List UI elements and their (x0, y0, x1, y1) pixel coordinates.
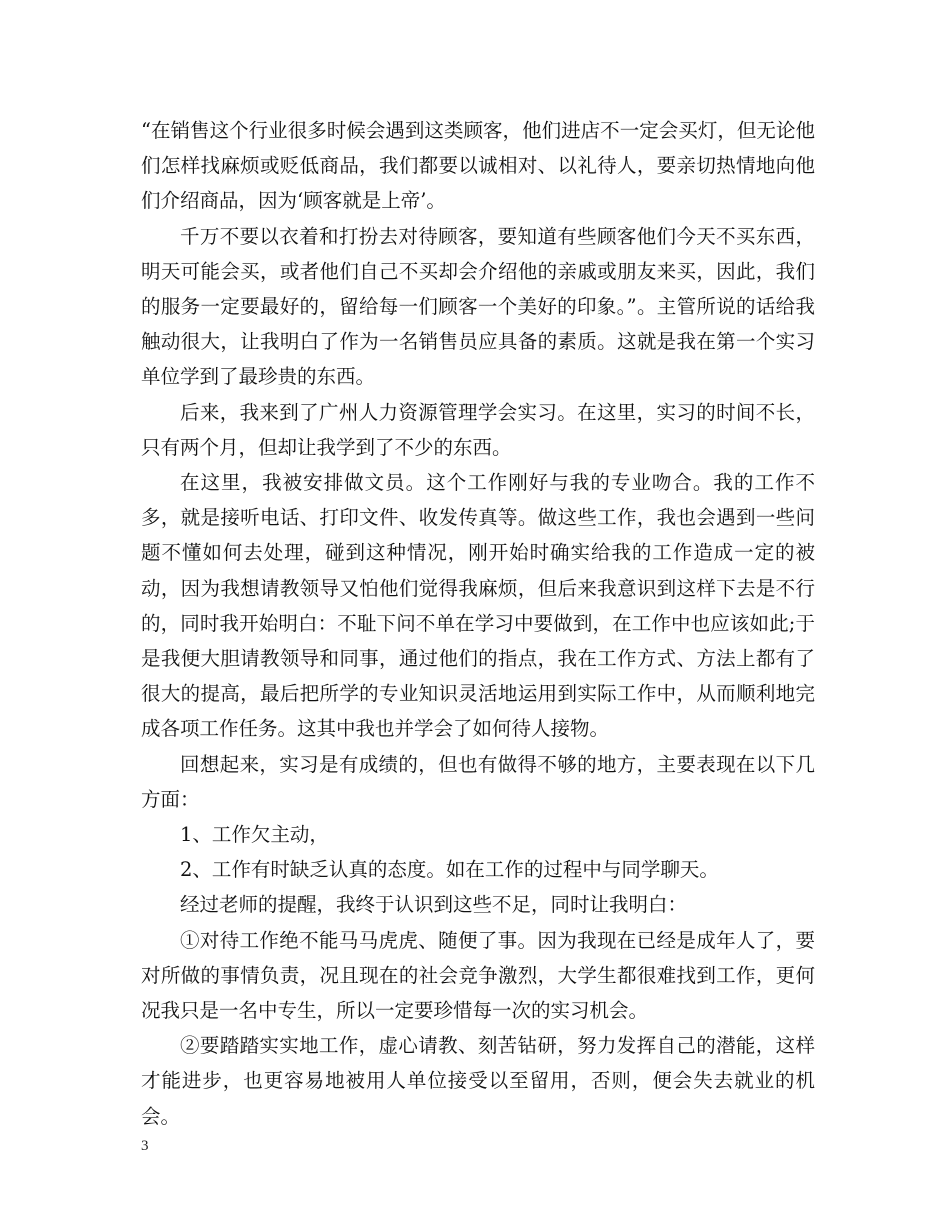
paragraph-5: 回想起来，实习是有成绩的，但也有做得不够的地方，主要表现在以下几方面： (141, 752, 815, 811)
list-item-1: 1、工作欠主动， (180, 823, 329, 847)
paragraph-4: 在这里，我被安排做文员。这个工作刚好与我的专业吻合。我的工作不多，就是接听电话、打印文件、收发传真等。做这些工作，我也会遇到一些问题不懂如何去处理，碰到这种情况，刚开始时确实给我的工作造成一定的被动，因为我想请教领导又怕他们觉得我麻烦，但后来我意识到这样下去是不行的，同时我开始明白：不耻下问不单在学习中要做到，在工作中也应该如此;于是我便大胆请教领导和同事，通过他们的指点，我在工作方式、方法上都有了很大的提高，最后把所学的专业知识灵活地运用到实际工作中，从而顺利地完成各项工作任务。这其中我也并学会了如何待人接物。 (141, 471, 815, 741)
paragraph-1: “在销售这个行业很多时候会遇到这类顾客，他们进店不一定会买灯，但无论他们怎样找麻烦或贬低商品，我们都要以诚相对、以礼待人，要亲切热情地向他们介绍商品，因为‘顾客就是上帝’。 (141, 119, 815, 213)
paragraph-6: 经过老师的提醒，我终于认识到这些不足，同时让我明白： (180, 893, 688, 917)
lesson-item-1: ①对待工作绝不能马马虎虎、随便了事。因为我现在已经是成年人了，要对所做的事情负责，况且现在的社会竞争激烈，大学生都很难找到工作，更何况我只是一名中专生，所以一定要珍惜每一次的实习机会。 (141, 928, 815, 1023)
list-item-2: 2、工作有时缺乏认真的态度。如在工作的过程中与同学聊天。 (180, 858, 719, 882)
page-number: 3 (141, 1138, 149, 1154)
body-text (141, 113, 815, 1134)
paragraph-3: 后来，我来到了广州人力资源管理学会实习。在这里，实习的时间不长，只有两个月，但却让我学到了不少的东西。 (141, 400, 815, 459)
paragraph-2: 千万不要以衣着和打扮去对待顾客，要知道有些顾客他们今天不买东西，明天可能会买，或者他们自己不买却会介绍他的亲戚或朋友来买，因此，我们的服务一定要最好的，留给每一们顾客一个美好的印象。”。主管所说的话给我触动很大，让我明白了作为一名销售员应具备的素质。这就是我在第一个实习单位学到了最珍贵的东西。 (141, 224, 815, 389)
lesson-item-2: ②要踏踏实实地工作，虚心请教、刻苦钻研，努力发挥自己的潜能，这样才能进步，也更容易地被用人单位接受以至留用，否则，便会失去就业的机会。 (141, 1034, 815, 1128)
